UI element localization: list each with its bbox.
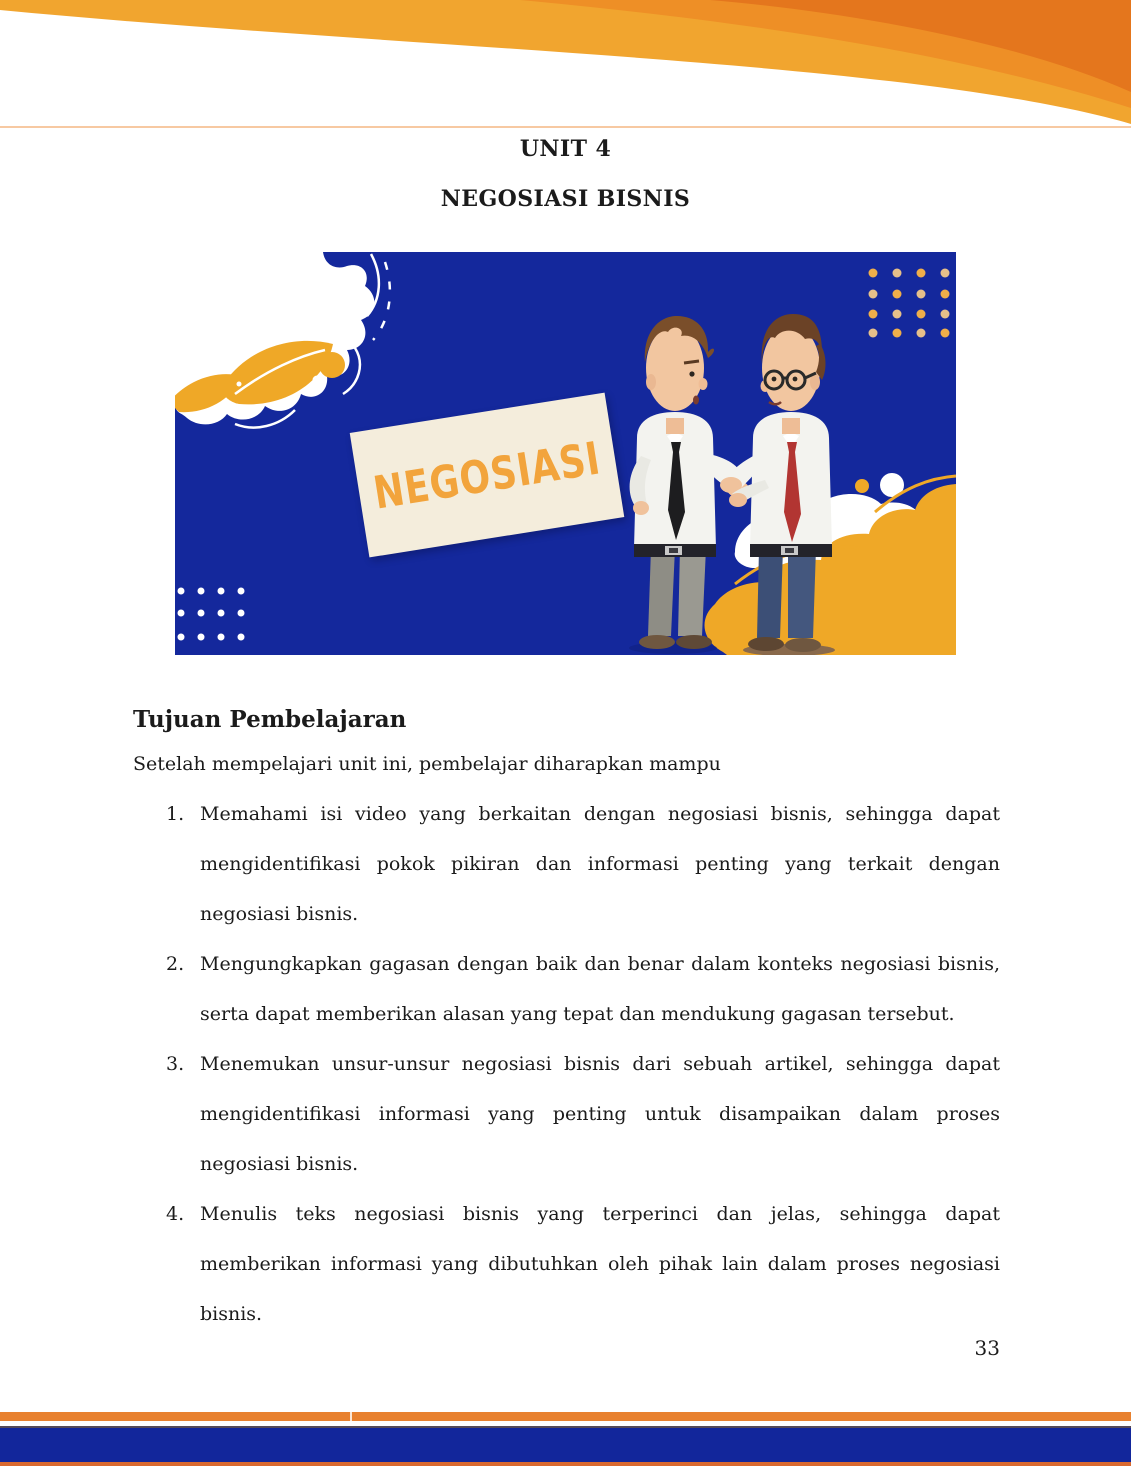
title-block [0, 136, 1131, 212]
negosiasi-label: NEGOSIASI [369, 430, 605, 520]
objective-number: 3. [166, 1053, 185, 1075]
header-wave-decoration [0, 0, 1131, 130]
objective-item [133, 789, 1000, 939]
footer-bottom-line [0, 1462, 1131, 1466]
objective-item [133, 1189, 1000, 1339]
unit-title: UNIT 4 [519, 136, 612, 162]
objective-number: 2. [166, 953, 185, 975]
objective-text: Menulis teks negosiasi bisnis yang terperinci dan jelas, sehingga dapat memberikan informasi yang dibutuhkan oleh pihak lain dalam proses negosiasi bisnis. [200, 1203, 1000, 1325]
objective-item [133, 1039, 1000, 1189]
objective-text: Menemukan unsur-unsur negosiasi bisnis dari sebuah artikel, sehingga dapat mengidentifikasi informasi yang penting untuk disampaikan dalam proses negosiasi bisnis. [200, 1053, 1000, 1175]
header-rule-line [0, 126, 1131, 128]
objectives-list [133, 789, 1000, 1339]
illustration-image [175, 252, 956, 655]
objective-text: Mengungkapkan gagasan dengan baik dan benar dalam konteks negosiasi bisnis, serta dapat memberikan alasan yang tepat dan mendukung gagasan tersebut. [200, 953, 1000, 1025]
footer-bar-divider [350, 1412, 352, 1421]
footer-blue-bar [0, 1426, 1131, 1462]
footer-orange-bar [0, 1412, 1131, 1421]
unit-subtitle: NEGOSIASI BISNIS [440, 186, 691, 212]
page-number: 33 [974, 1336, 1000, 1360]
content-section [133, 706, 1000, 1339]
objective-text: Memahami isi video yang berkaitan dengan negosiasi bisnis, sehingga dapat mengidentifikasi pokok pikiran dan informasi penting yang terkait dengan negosiasi bisnis. [200, 803, 1000, 925]
objective-number: 1. [166, 803, 185, 825]
white-dot-decoration [313, 376, 322, 385]
objective-item [133, 939, 1000, 1039]
objective-number: 4. [166, 1203, 185, 1225]
yellow-dot-decoration [319, 352, 345, 378]
intro-text: Setelah mempelajari unit ini, pembelajar diharapkan mampu [133, 753, 721, 775]
section-heading: Tujuan Pembelajaran [133, 706, 407, 733]
